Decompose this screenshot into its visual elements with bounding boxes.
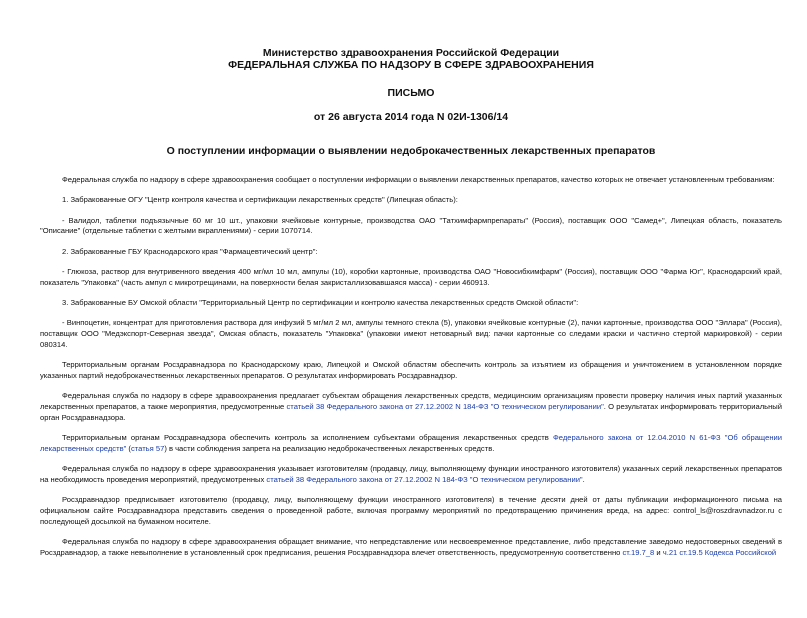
paragraph-control <box>40 433 782 455</box>
paragraph-prescription: Росздравнадзор предписывает изготовителю (продавцу, лицу, выполняющему функции иностранного изготовителя) в течение десяти дней от даты публикации информационного письма на официальном сайте Росздравнадзора представить сведения о проведенной работе, включая программу мероприятий по предотвращению причинения вреда, на адрес: control_ls@roszdravnadzor.ru с последующей досылкой на бумажном носителе. <box>40 495 782 527</box>
law-link-article-38[interactable]: статьей 38 Федерального закона от 27.12.2002 N 184-ФЗ "О техническом регулировании" <box>286 402 604 412</box>
law-link-koap-19-5[interactable]: ч.21 ст.19.5 Кодекса Российской <box>662 548 777 558</box>
text-segment: и <box>654 548 663 558</box>
text-segment: Федеральная служба по надзору в сфере здравоохранения предлагает субъектам обращения лекарственных средств, медицинским организациям провести проверку наличия иных партий указанных лекарственных препаратов, а также мероприятия, предусмотренные <box>40 391 782 412</box>
paragraph-item-3-detail: - Винпоцетин, концентрат для приготовления раствора для инфузий 5 мг/мл 2 мл, ампулы темного стекла (5), упаковки ячейковые контурные (2), пачки картонные, производства ООО "Эллара" (Россия), поставщик ООО "Медэкспорт-Северная звезда", Омская область, показатель "Упаковка" (упаковки имеют нетоварный вид: пачки картонные со следами краски и частично стертой маркировкой) - серии 080314. <box>40 318 782 349</box>
document-title: О поступлении информации о выявлении недоброкачественных лекарственных препаратов <box>166 145 656 157</box>
document-body <box>40 175 782 559</box>
law-link-st-19-7-8[interactable]: ст.19.7_8 <box>622 548 655 558</box>
text-segment: . О результатах информировать территориальный орган Росздравнадзора. <box>40 402 782 422</box>
paragraph-subjects <box>40 391 782 423</box>
document-type: ПИСЬМО <box>387 87 435 99</box>
text-segment: . <box>582 475 585 485</box>
document-page <box>0 47 807 618</box>
paragraph-territorial: Территориальным органам Росздравнадзора по Краснодарскому краю, Липецкой и Омской областям обеспечить контроль за изъятием из обращения и уничтожением в установленном порядке указанных партий недоброкачественных лекарственных препаратов. О результатах информировать Росздравнадзор. <box>40 360 782 381</box>
ministry-name: Министерство здравоохранения Российской Федерации <box>262 47 560 59</box>
text-segment: ) в части соблюдения запрета на реализацию недоброкачественных лекарственных средств. <box>164 444 495 454</box>
paragraph-responsibility <box>40 537 782 559</box>
text-segment: ( <box>126 444 131 454</box>
text-segment: Федеральная служба по надзору в сфере здравоохранения обращает внимание, что непредставление или несвоевременное представление, либо представление заведомо недостоверных сведений в Росздравнадзор, а также невыполнение в установленный срок предписания, решения Росздравнадзора влечет ответственность, предусмотренную соответственно <box>40 537 782 558</box>
text-segment: Федеральная служба по надзору в сфере здравоохранения указывает изготовителям (продавцу, лицу, выполняющему функции иностранного изготовителя) указанных серий лекарственных препаратов на необходимость проведения мероприятий, предусмотренных <box>40 464 782 485</box>
paragraph-item-3: 3. Забракованные БУ Омской области "Территориальный Центр по сертификации и контролю качества лекарственных средств Омской области": <box>62 298 579 308</box>
paragraph-manufacturers <box>40 464 782 486</box>
law-link-61-fz[interactable]: Федерального закона от 12.04.2010 N 61-ФЗ "Об обращении лекарственных средств" <box>40 433 782 454</box>
paragraph-item-1: 1. Забракованные ОГУ "Центр контроля качества и сертификации лекарственных средств" (Липецкая область): <box>62 195 458 205</box>
document-date-number: от 26 августа 2014 года N 02И-1306/14 <box>313 111 509 123</box>
text-segment: Территориальным органам Росздравнадзора обеспечить контроль за исполнением субъектами обращения лекарственных средств <box>62 433 554 443</box>
law-link-article-38-second[interactable]: статьей 38 Федерального закона от 27.12.2002 N 184-ФЗ "О техническом регулировании" <box>266 475 583 485</box>
paragraph-item-1-detail: - Валидол, таблетки подъязычные 60 мг 10 шт., упаковки ячейковые контурные, производства ОАО "Татхимфармпрепараты" (Россия), поставщик ООО "Самед+", Липецкая область, показатель "Описание" (отдельные таблетки с желтыми вкраплениями) - серии 1070714. <box>40 215 782 236</box>
paragraph-item-2-detail: - Глюкоза, раствор для внутривенного введения 400 мг/мл 10 мл, ампулы (10), коробки картонные, производства ОАО "Новосибхимфарм" (Россия), поставщик ООО "Фарма Юг", Краснодарский край, показатель "Упаковка" (часть ампул с микротрещинами, на поверхности белая закристаллизовавшаяся масса) - серии 460913. <box>40 266 782 287</box>
paragraph-item-2: 2. Забракованные ГБУ Краснодарского края "Фармацевтический центр": <box>62 246 318 256</box>
paragraph-intro: Федеральная служба по надзору в сфере здравоохранения сообщает о поступлении информации о выявлении лекарственных препаратов, качество которых не отвечает установленным требованиям: <box>62 175 775 184</box>
law-link-article-57[interactable]: статья 57 <box>130 444 165 454</box>
service-name: ФЕДЕРАЛЬНАЯ СЛУЖБА ПО НАДЗОРУ В СФЕРЕ ЗДРАВООХРАНЕНИЯ <box>228 59 594 71</box>
